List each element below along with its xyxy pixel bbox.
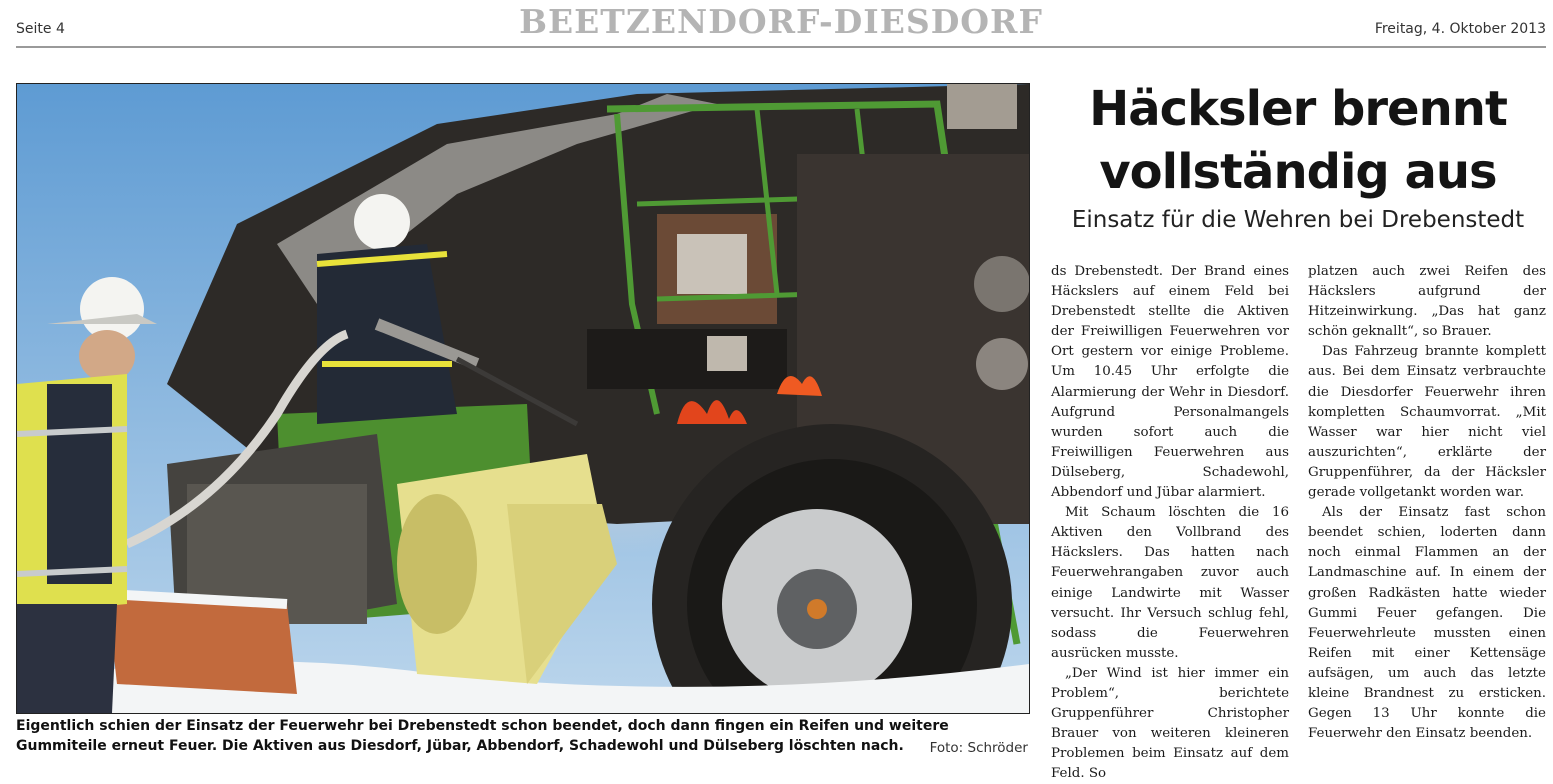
subheadline: Einsatz für die Wehren bei Drebenstedt [1071,207,1525,233]
paragraph: Mit Schaum löschten die 16 Aktiven den Vollbrand des Häckslers. Das hatten nach Feuerwehrangaben zuvor auch einige Landwirte mit Wasser versucht. Ihr Versuch schlug fehl, sodass die Feuerwehren ausrücken musste. [1051,505,1289,661]
page-number: Seite 4 [16,21,65,37]
issue-date: Freitag, 4. Oktober 2013 [1374,21,1546,37]
paragraph: ds Drebenstedt. Der Brand eines Häckslers auf einem Feld bei Drebenstedt stellte die Aktiven der Freiwilligen Feuerwehren vor Ort gestern vor einige Probleme. Um 10.45 Uhr erfolgte die Alarmierung der Wehr in Diesdorf. Aufgrund Personalmangels wurden sofort auch die Freiwilligen Feuerwehren aus Dülseberg, Schadewohl, Abbendorf und Jübar alarmiert. [1051,264,1289,501]
headline-line-1: Häcksler brennt [1089,81,1507,137]
section-title: BEETZENDORF-DIESDORF [519,2,1043,41]
article-column-1 [1051,262,1289,784]
paragraph: platzen auch zwei Reifen des Häckslers aufgrund der Hitzeinwirkung. „Das hat ganz schön geknallt“, so Brauer. [1308,264,1546,340]
article-photo [16,83,1030,714]
paragraph: Als der Einsatz fast schon beendet schien, loderten dann noch einmal Flammen an der Landmaschine auf. In einem der großen Radkästen hatte wieder Gummi Feuer gefangen. Die Feuerwehrleute mussten einen Reifen mit einer Kettensäge aufsägen, um auch das letzte kleine Brandnest zu ersticken. Gegen 13 Uhr konnte die Feuerwehr den Einsatz beenden. [1308,505,1546,742]
photo-credit: Foto: Schröder [929,740,1028,756]
headline-line-2: vollständig aus [1099,144,1497,200]
photo-caption: Eigentlich schien der Einsatz der Feuerwehr bei Drebenstedt schon beendet, doch dann fingen ein Reifen und weitere Gummiteile erneut Feuer. Die Aktiven aus Diesdorf, Jübar, Abbendorf, Schadewohl und Dülseberg löschten nach. [16,718,949,754]
paragraph: Das Fahrzeug brannte komplett aus. Bei dem Einsatz verbrauchte die Diesdorfer Feuerwehr ihren kompletten Schaumvorrat. „Mit Wasser war hier nicht viel auszurichten“, erklärte der Gruppenführer, da der Häcksler gerade vollgetankt worden war. [1308,344,1546,501]
paragraph: „Der Wind ist hier immer ein Problem“, berichtete Gruppenführer Christopher Brauer von weiteren kleineren Problemen beim Einsatz auf dem Feld. So [1051,665,1289,782]
article-column-2 [1308,262,1546,744]
page-header [16,0,1546,48]
